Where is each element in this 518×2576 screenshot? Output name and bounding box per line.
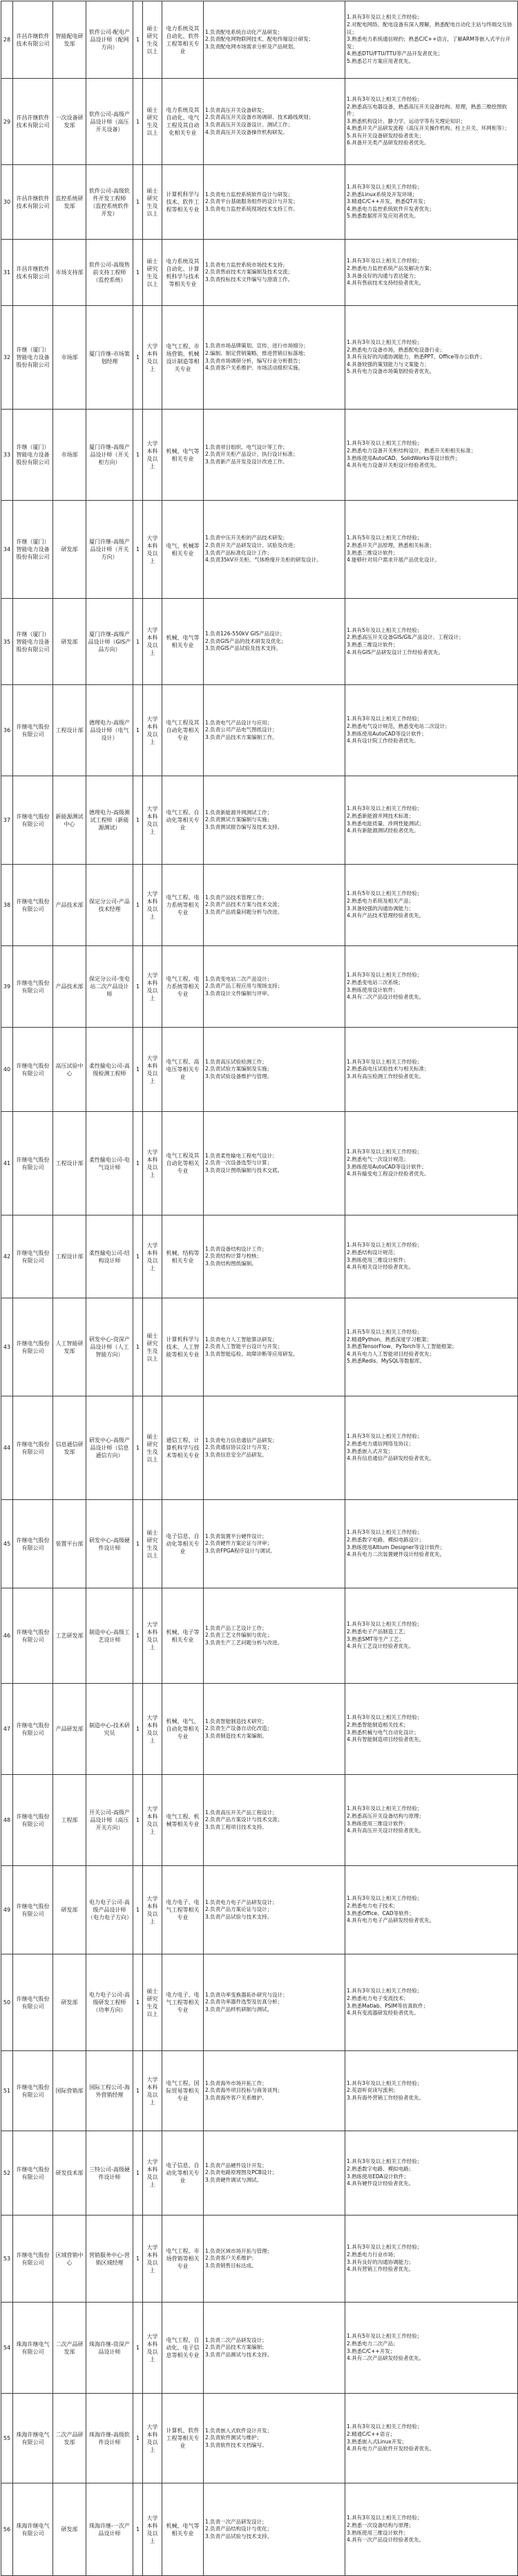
cell-req: 1.具有3年及以上相关工作经验； 2.熟悉智能制造相关技术； 3.熟悉机械与电气自动化设计； 4.具有智能制造项目经验者优先。: [345, 1684, 518, 1775]
cell-position: 营销服务中心-营销区域经理: [86, 2215, 133, 2303]
cell-count: 1: [133, 165, 143, 240]
cell-duty: 1.负责电力监控系统软件设计与研发； 2.负责平台基础服务组件的设计与开发； 3.负责电力监控系统现场技术支持工作。: [204, 165, 345, 240]
cell-company: 许昌许继软件技术有限公司: [13, 165, 53, 240]
cell-duty: 1.负责新能源并网测试工作； 2.负责测试方案编制与实施； 3.负责测试报告编写及技术支持。: [204, 776, 345, 865]
cell-major: 电气工程、市场营销等相关专业: [162, 2215, 204, 2303]
table-row: [1, 1396, 518, 1500]
cell-position: 柔性输电公司-结构设计师: [86, 1215, 133, 1298]
cell-no: 30: [1, 165, 13, 240]
cell-req: 1.具有3年及以上相关工作经验； 2.精通C/C++语言； 3.熟悉嵌入式Linux开发； 4.具有电力产品软件开发经验者优先。: [345, 2394, 518, 2483]
cell-count: 1: [133, 79, 143, 165]
cell-dept: 工程设计部: [53, 1215, 86, 1298]
cell-edu: 大学本科及以上: [143, 1684, 162, 1775]
table-row: [1, 776, 518, 865]
cell-major: 电气工程、电力系统等相关专业: [162, 865, 204, 946]
cell-company: 许继电气股份有限公司: [13, 1775, 53, 1866]
cell-edu: 大学本科及以上: [143, 410, 162, 501]
cell-no: 28: [1, 1, 13, 79]
cell-no: 45: [1, 1500, 13, 1588]
cell-no: 43: [1, 1298, 13, 1396]
cell-count: 1: [133, 2131, 143, 2215]
table-row: [1, 1215, 518, 1298]
cell-major: 电气工程及其自动化等相关专业: [162, 1112, 204, 1215]
cell-duty: 1.负责市场品牌策划、宣传、进行市场细分； 2.编制、制定营销策略，推进营销目标落地； 3.负责市场调研分析，编写行业分析报告； 4.负责客户关系维护、市场活动组织实施。: [204, 306, 345, 410]
cell-duty: 1.负责高压开关设备研发； 2.负责高压开关设备市场调研、技术路线规划； 3.负责高压开关设备设计、测试工作； 4.负责高压开关设备操作机构研发。: [204, 79, 345, 165]
cell-major: 机械、电气等相关专业: [162, 599, 204, 685]
cell-major: 电子信息、自动化等相关专业: [162, 2131, 204, 2215]
cell-count: 1: [133, 2303, 143, 2394]
cell-company: 许昌许继软件技术有限公司: [13, 1, 53, 79]
cell-position: 开关公司-高级产品设计师（高压开关方向）: [86, 1775, 133, 1866]
cell-req: 1.具有3年及以上相关工作经验； 2.熟悉电力电子技术； 3.熟悉Office、CAD等软件； 4.具有电力电子产品研发经验者优先。: [345, 1866, 518, 1954]
cell-duty: 1.负责一次产品研发设计； 2.负责产品结构设计与优化； 3.负责产品试验与技术支持。: [204, 2483, 345, 2576]
cell-edu: 大学本科及以上: [143, 776, 162, 865]
cell-duty: 1.负责设备结构设计工作； 2.负责结构计算与校核； 3.负责结构图纸编制。: [204, 1215, 345, 1298]
cell-dept: 人工智能研发部: [53, 1298, 86, 1396]
cell-req: 1.具有3年及以上相关工作经验； 2.熟悉电力设备开关柜结构设计，熟悉开关柜相关标准； 3.熟练使用AutoCAD、SolidWorks等设计软件； 4.具有电力设备开关柜设计经验者优先。: [345, 410, 518, 501]
cell-count: 1: [133, 1954, 143, 2051]
cell-no: 33: [1, 410, 13, 501]
cell-duty: 1.负责变电站二次产品设计； 2.负责产品工程应用与现场支持； 3.负责设计文件编制与评审。: [204, 946, 345, 1028]
cell-position: 柔性输电公司-高级检测工程师: [86, 1028, 133, 1112]
cell-duty: 1.负责嵌入式软件设计开发； 2.负责软件测试与维护； 3.负责软件技术文档编写。: [204, 2394, 345, 2483]
cell-no: 50: [1, 1954, 13, 2051]
cell-no: 53: [1, 2215, 13, 2303]
cell-company: 许昌许继软件技术有限公司: [13, 79, 53, 165]
cell-position: 软件公司-高级产品设计师（高压开关设备）: [86, 79, 133, 165]
cell-duty: 1.负责区域市场开拓与管理； 2.负责客户关系维护； 3.负责销售目标达成。: [204, 2215, 345, 2303]
cell-edu: 大学本科及以上: [143, 865, 162, 946]
cell-duty: 1.负责电力人工智能算法研发； 2.负责人工智能平台设计与开发； 3.负责智能巡检、故障诊断等应用研发。: [204, 1298, 345, 1396]
cell-count: 1: [133, 776, 143, 865]
cell-duty: 1.负责项目组织、电气设计等工作； 2.负责开关柜产品设计，执行设计标准； 3.负责新产品开发及设计改进工作。: [204, 410, 345, 501]
cell-req: 1.具有3年及以上相关工作经验； 2.熟悉电力监控系统产品及解决方案； 3.具备良好的沟通与表达能力； 4.具有售前技术支持经验者优先。: [345, 240, 518, 306]
cell-no: 47: [1, 1684, 13, 1775]
job-table: [1, 1, 518, 2576]
cell-count: 1: [133, 946, 143, 1028]
cell-major: 电子信息、自动化等相关专业: [162, 1500, 204, 1588]
cell-company: 许继电气股份有限公司: [13, 1215, 53, 1298]
cell-count: 1: [133, 2051, 143, 2131]
cell-no: 31: [1, 240, 13, 306]
cell-company: 许继电气股份有限公司: [13, 1028, 53, 1112]
cell-dept: 智能配电研发部: [53, 1, 86, 79]
cell-position: 德理电力-高级产品设计师（电气设计）: [86, 685, 133, 776]
table-row: [1, 501, 518, 599]
cell-company: 许继电气股份有限公司: [13, 1396, 53, 1500]
cell-edu: 大学本科及以上: [143, 1215, 162, 1298]
cell-position: 保定分公司-产品技术经理: [86, 865, 133, 946]
cell-dept: 一次设备研发部: [53, 79, 86, 165]
cell-edu: 大学本科及以上: [143, 1112, 162, 1215]
cell-no: 46: [1, 1588, 13, 1684]
cell-edu: 硕士研究生及以上: [143, 1396, 162, 1500]
cell-no: 44: [1, 1396, 13, 1500]
cell-no: 29: [1, 79, 13, 165]
cell-edu: 大学本科及以上: [143, 501, 162, 599]
table-row: [1, 2131, 518, 2215]
cell-duty: 1.负责126-550kV GIS产品设计； 2.负责GIS产品的技术研发及优化； 3.负责GIS产品试验及技术支持。: [204, 599, 345, 685]
cell-position: 软件公司-高级售前支持工程师（监控系统）: [86, 240, 133, 306]
cell-count: 1: [133, 2483, 143, 2576]
cell-no: 38: [1, 865, 13, 946]
cell-count: 1: [133, 1215, 143, 1298]
cell-major: 电气工程、国际贸易等相关专业: [162, 2051, 204, 2131]
table-row: [1, 2215, 518, 2303]
table-row: [1, 1, 518, 79]
cell-dept: 工程部: [53, 1775, 86, 1866]
table-row: [1, 1684, 518, 1775]
cell-count: 1: [133, 1588, 143, 1684]
cell-company: 许继（厦门）智能电力设备股份有限公司: [13, 501, 53, 599]
cell-company: 许继电气股份有限公司: [13, 1500, 53, 1588]
cell-count: 1: [133, 410, 143, 501]
cell-no: 34: [1, 501, 13, 599]
cell-req: 1.具有3年及以上相关工作经验； 2.熟悉高压电器设备，熟悉高压开关设备结构、原理，熟悉三维绘图软件； 3.熟悉机构设计、静力学、运动学等有关理论知识； 4.熟悉开关产品研发流程（高压开关操作机构、柱上开关、环网柜等）； 5.具有开关设备研发经验者优先； 6.具备开关类产品研发经验者优先。: [345, 79, 518, 165]
table-row: [1, 1588, 518, 1684]
cell-count: 1: [133, 1112, 143, 1215]
cell-no: 39: [1, 946, 13, 1028]
cell-position: 研发中心-资深产品设计师（人工智能方向）: [86, 1298, 133, 1396]
table-row: [1, 165, 518, 240]
cell-position: 电力电子公司-高级研发工程师（功率方向）: [86, 1954, 133, 2051]
cell-req: 1.具有3年及以上相关工作经验； 2.熟悉电气设计规范，熟悉变电站二次设计； 3.熟练使用AutoCAD等设计软件； 4.具有设计院工作经验者优先。: [345, 685, 518, 776]
cell-company: 许继电气股份有限公司: [13, 1298, 53, 1396]
cell-duty: 1.负责电气产品设计与应用； 2.负责公司产品电气图纸设计； 3.负责产品技术方案编制工作。: [204, 685, 345, 776]
cell-duty: 1.负责柔性输电工程电气设计； 2.负责一次设备选型与计算； 3.负责设计图纸编制与技术交底。: [204, 1112, 345, 1215]
table-row: [1, 306, 518, 410]
cell-duty: 1.负责智能制造技术研究； 2.负责生产设备自动化改造； 3.负责制造技术方案编制。: [204, 1684, 345, 1775]
cell-duty: 1.负责二次产品研发设计； 2.负责产品技术方案编制； 3.负责产品测试与技术支持。: [204, 2303, 345, 2394]
cell-major: 机械、电气等相关专业: [162, 2483, 204, 2576]
cell-company: 许继电气股份有限公司: [13, 946, 53, 1028]
cell-dept: 信息通信研发部: [53, 1396, 86, 1500]
cell-no: 52: [1, 2131, 13, 2215]
cell-company: 珠海许继电气有限公司: [13, 2303, 53, 2394]
cell-major: 机械、电气等相关专业: [162, 410, 204, 501]
cell-dept: 研发部: [53, 1866, 86, 1954]
cell-position: 厦门许继-市场策划经理: [86, 306, 133, 410]
cell-major: 电气工程、自动化等相关专业: [162, 776, 204, 865]
cell-duty: 1.负责功率变换器拓扑研究与设计； 2.负责功率器件选型及仿真分析； 3.负责产品样机研制与测试。: [204, 1954, 345, 2051]
table-row: [1, 599, 518, 685]
cell-company: 许继电气股份有限公司: [13, 1866, 53, 1954]
cell-position: 珠海许继-资深产品设计师: [86, 2303, 133, 2394]
cell-company: 许昌许继软件技术有限公司: [13, 240, 53, 306]
cell-edu: 大学本科及以上: [143, 685, 162, 776]
cell-major: 电气工程、高电压等相关专业: [162, 1028, 204, 1112]
cell-req: 1.具有3年及以上相关工作经验； 2.英语听说读写流利； 3.具有海外营销工作经验者优先。: [345, 2051, 518, 2131]
cell-major: 电力系统及其自动化、计算机科学与技术等相关专业: [162, 240, 204, 306]
cell-dept: 产品研发部: [53, 1684, 86, 1775]
table-row: [1, 240, 518, 306]
cell-major: 计算机科学与技术、人工智能等相关专业: [162, 1298, 204, 1396]
cell-position: 珠海许继-高级软件设计师: [86, 2394, 133, 2483]
table-row: [1, 2303, 518, 2394]
cell-duty: 1.负责产品硬件设计开发； 2.负责电路原理图及PCB设计； 3.负责硬件调试与测试。: [204, 2131, 345, 2215]
cell-company: 许继（厦门）智能电力设备股份有限公司: [13, 599, 53, 685]
cell-req: 1.具有5年及以上相关工作经验； 2.熟悉开关产品原理，熟悉相关标准； 3.熟悉三维设计软件； 4.能够针对用户需求开展产品优化设计。: [345, 501, 518, 599]
cell-count: 1: [133, 685, 143, 776]
cell-edu: 大学本科及以上: [143, 1028, 162, 1112]
cell-no: 56: [1, 2483, 13, 2576]
cell-duty: 1.负责中压开关柜的产品技术研发； 2.负责开关产品研发设计、试验及改进； 3.负责产品标准化设计工作； 4.负责35kV开关柜、气体绝缘开关柜的研发设计。: [204, 501, 345, 599]
cell-dept: 高压试验中心: [53, 1028, 86, 1112]
cell-company: 许继（厦门）智能电力设备股份有限公司: [13, 410, 53, 501]
table-row: [1, 2483, 518, 2576]
cell-duty: 1.负责电力电子产品研发设计； 2.负责产品方案论证与设计； 3.负责产品试验与技术支持。: [204, 1866, 345, 1954]
cell-no: 49: [1, 1866, 13, 1954]
cell-major: 机械、结构等相关专业: [162, 1215, 204, 1298]
cell-company: 许继（厦门）智能电力设备股份有限公司: [13, 306, 53, 410]
cell-major: 电力电子、电气工程等相关专业: [162, 1866, 204, 1954]
cell-duty: 1.负责海外市场开拓工作； 2.负责海外项目投标与商务谈判； 3.负责海外客户关系维护。: [204, 2051, 345, 2131]
table-row: [1, 865, 518, 946]
cell-major: 通信工程、计算机科学与技术等相关专业: [162, 1396, 204, 1500]
cell-dept: 工程设计部: [53, 1112, 86, 1215]
cell-duty: 1.负责高压开关产品工程设计； 2.负责产品方案设计与技术交流； 3.负责工程项目技术支持。: [204, 1775, 345, 1866]
cell-dept: 研发部: [53, 1954, 86, 2051]
cell-edu: 硕士研究生及以上: [143, 1298, 162, 1396]
cell-company: 许继电气股份有限公司: [13, 1588, 53, 1684]
cell-count: 1: [133, 1396, 143, 1500]
cell-edu: 大学本科及以上: [143, 2394, 162, 2483]
cell-req: 1.具有5年及以上相关工作经验； 2.熟悉电力二次产品； 3.熟悉C/C++开发； 4.具有二次产品研发经验者优先。: [345, 2303, 518, 2394]
table-row: [1, 685, 518, 776]
cell-major: 电气、机械等相关专业: [162, 501, 204, 599]
cell-dept: 研发技术部: [53, 2131, 86, 2215]
table-row: [1, 410, 518, 501]
cell-edu: 大学本科及以上: [143, 1866, 162, 1954]
cell-dept: 二次产品研发部: [53, 2394, 86, 2483]
cell-count: 1: [133, 865, 143, 946]
cell-count: 1: [133, 1298, 143, 1396]
cell-edu: 大学本科及以上: [143, 306, 162, 410]
cell-position: 厦门许继-高级产品设计师（开关柜方向）: [86, 410, 133, 501]
cell-req: 1.具有3年及以上相关工作经验； 2.熟悉新能源并网技术标准； 3.熟悉电能质量、涉网性能测试； 4.具有新能源测试经验者优先。: [345, 776, 518, 865]
cell-position: 厦门许继-高级产品设计师（开关方向）: [86, 501, 133, 599]
cell-position: 保定分公司-变电站二次产品设计师: [86, 946, 133, 1028]
cell-count: 1: [133, 2215, 143, 2303]
cell-req: 1.具有3年及以上相关工作经验； 2.熟悉电力通信网络及协议； 3.熟悉嵌入式开发； 4.具有信息通信产品研发经验者优先。: [345, 1396, 518, 1500]
cell-duty: 1.负责装置平台硬件设计； 2.负责硬件方案论证与评审； 3.负责FPGA程序设计与调试。: [204, 1500, 345, 1588]
cell-company: 许继电气股份有限公司: [13, 2131, 53, 2215]
cell-dept: 研发部: [53, 501, 86, 599]
cell-no: 42: [1, 1215, 13, 1298]
cell-duty: 1.负责产品技术管理工作； 2.负责产品技术方案与技术交流； 3.负责产品质量问题分析与改进。: [204, 865, 345, 946]
cell-position: 软件公司-配电产品设计师（配网方向）: [86, 1, 133, 79]
cell-req: 1.具有5年及以上相关工作经验； 2.精通Python，熟悉深度学习框架； 3.熟悉TensorFlow、PyTorch等人工智能框架； 4.具有电力人工智能项目经验者优先； 5.熟悉Redis、MySQL等数据库。: [345, 1298, 518, 1396]
cell-position: 制造中心-技术研究员: [86, 1684, 133, 1775]
cell-major: 电力电子、电气工程等相关专业: [162, 1954, 204, 2051]
cell-position: 电力电子公司-高级产品设计师（电力电子方向）: [86, 1866, 133, 1954]
cell-req: 1.具有3年及以上相关工作经验； 2.熟悉电力行业市场； 3.具有良好的沟通协调能力； 4.具有营销工作经验者优先。: [345, 2215, 518, 2303]
cell-major: 电气工程及其自动化等相关专业: [162, 685, 204, 776]
cell-edu: 大学本科及以上: [143, 2215, 162, 2303]
table-row: [1, 1775, 518, 1866]
cell-dept: 工程设计部: [53, 685, 86, 776]
cell-edu: 大学本科及以上: [143, 1775, 162, 1866]
cell-no: 40: [1, 1028, 13, 1112]
cell-req: 1.具有3年及以上相关工作经验； 2.熟悉数字电路、模拟电路设计； 3.熟练使用Altium Designer等设计软件； 4.具有电力二次装置硬件设计经验者优先。: [345, 1500, 518, 1588]
table-row: [1, 1112, 518, 1215]
cell-dept: 市场支持部: [53, 240, 86, 306]
cell-no: 48: [1, 1775, 13, 1866]
cell-req: 1.具有5年及以上相关工作经验； 2.熟悉电力系统及相关产品； 3.具备较强的沟通协调能力； 4.具有产品技术管理经验者优先。: [345, 865, 518, 946]
cell-company: 许继电气股份有限公司: [13, 2051, 53, 2131]
cell-duty: 1.负责电力信息通信产品研发； 2.负责通信协议设计与开发； 3.负责信息安全产品研发。: [204, 1396, 345, 1500]
cell-req: 1.具有3年及以上相关工作经验； 2.熟悉一次设备结构与原理； 3.熟练使用三维设计软件； 4.具有一次产品设计经验者优先。: [345, 2483, 518, 2576]
cell-no: 55: [1, 2394, 13, 2483]
cell-no: 41: [1, 1112, 13, 1215]
cell-major: 电气工程、自动化、电子信息等相关专业: [162, 2303, 204, 2394]
cell-dept: 产品技术部: [53, 946, 86, 1028]
cell-req: 1.具有3年及以上相关工作经验； 2.熟悉高压开关设备结构与原理； 3.熟练使用三维设计软件； 4.具有高压开关设计经验者优先。: [345, 1775, 518, 1866]
cell-dept: 工艺研发部: [53, 1588, 86, 1684]
cell-duty: 1.负责电力监控系统市场技术支持； 2.负责售前技术方案编制及技术交流； 3.负责投标技术文件编写与澄清工作。: [204, 240, 345, 306]
cell-dept: 市场部: [53, 410, 86, 501]
cell-dept: 国际营销部: [53, 2051, 86, 2131]
cell-company: 许继电气股份有限公司: [13, 2215, 53, 2303]
cell-major: 机械、电子等相关专业: [162, 1588, 204, 1684]
cell-dept: 市场部: [53, 306, 86, 410]
cell-count: 1: [133, 599, 143, 685]
cell-company: 许继电气股份有限公司: [13, 776, 53, 865]
cell-no: 35: [1, 599, 13, 685]
cell-no: 51: [1, 2051, 13, 2131]
cell-no: 32: [1, 306, 13, 410]
cell-edu: 大学本科及以上: [143, 2131, 162, 2215]
cell-req: 1.具有3年及以上相关工作经验； 2.熟悉电气一次设计规范； 3.熟练使用AutoCAD等设计软件； 4.具有输变电工程设计经验者优先。: [345, 1112, 518, 1215]
cell-duty: 1.负责产品工艺设计工作； 2.负责工艺文件编制与优化； 3.负责生产工艺问题分析与改进。: [204, 1588, 345, 1684]
cell-req: 1.具有3年及以上相关工作经验； 2.对配电网络、配电设备有深入理解，熟悉配电自动化主站与终端交互协议； 3.熟悉电力系统通信规约；熟悉C/C++语言，了解ARM等嵌入式平台开发； 4.熟悉DTU/FTU/TTU等产品开发者优先； 5.熟悉芯片方案应用者优先。: [345, 1, 518, 79]
cell-company: 许继电气股份有限公司: [13, 685, 53, 776]
cell-position: 三特公司-高级硬件设计师: [86, 2131, 133, 2215]
cell-count: 1: [133, 1866, 143, 1954]
cell-company: 许继电气股份有限公司: [13, 1112, 53, 1215]
cell-count: 1: [133, 306, 143, 410]
cell-position: 珠海许继-一次产品设计师: [86, 2483, 133, 2576]
cell-count: 1: [133, 1, 143, 79]
cell-company: 许继电气股份有限公司: [13, 1954, 53, 2051]
cell-req: 1.具有3年及以上相关工作经验； 2.熟悉结构设计规范； 3.熟练使用三维设计软件； 4.具有相关设计经验者优先。: [345, 1215, 518, 1298]
table-row: [1, 1954, 518, 2051]
table-row: [1, 1298, 518, 1396]
cell-company: 珠海许继电气有限公司: [13, 2394, 53, 2483]
table-row: [1, 1500, 518, 1588]
table-row: [1, 1866, 518, 1954]
cell-count: 1: [133, 1775, 143, 1866]
cell-duty: 1.负责高压试验检测工作； 2.负责试验方案编制及实施； 3.负责试验设备维护与管理。: [204, 1028, 345, 1112]
table-row: [1, 2394, 518, 2483]
cell-position: 软件公司-高级软件开发工程师（监控系统软件开发）: [86, 165, 133, 240]
cell-dept: 区域营销中心: [53, 2215, 86, 2303]
cell-req: 1.具有3年及以上相关工作经验； 2.熟悉变电站二次系统； 3.熟练使用设计软件； 4.具有二次产品设计经验者优先。: [345, 946, 518, 1028]
cell-edu: 大学本科及以上: [143, 599, 162, 685]
cell-edu: 大学本科及以上: [143, 946, 162, 1028]
cell-count: 1: [133, 1028, 143, 1112]
cell-dept: 研发部: [53, 2483, 86, 2576]
cell-edu: 大学本科及以上: [143, 2483, 162, 2576]
cell-position: 研发中心-高级产品设计师（信息通信方向）: [86, 1396, 133, 1500]
cell-edu: 硕士研究生及以上: [143, 1, 162, 79]
cell-major: 电气工程、机械等相关专业: [162, 1775, 204, 1866]
cell-dept: 装置平台部: [53, 1500, 86, 1588]
cell-req: 1.具有3年及以上相关工作经验； 2.熟悉高电压试验技术与相关标准； 3.具有高压检测工作经验者优先。: [345, 1028, 518, 1112]
cell-major: 电力系统及其自动化、软件工程等相关专业: [162, 1, 204, 79]
cell-major: 计算机科学与技术、软件工程等相关专业: [162, 165, 204, 240]
cell-position: 德理电力-高级测试工程师（新能源测试）: [86, 776, 133, 865]
cell-position: 厦门许继-高级产品设计师（GIS产品方向）: [86, 599, 133, 685]
cell-position: 制造中心-高级工艺设计师: [86, 1588, 133, 1684]
cell-req: 1.具有3年及以上相关工作经验； 2.熟悉电力电子变流技术； 3.熟悉Matlab、PSIM等仿真软件； 4.具有变流器研发经验者优先。: [345, 1954, 518, 2051]
cell-count: 1: [133, 1684, 143, 1775]
cell-dept: 监控系统研发部: [53, 165, 86, 240]
cell-dept: 研发部: [53, 599, 86, 685]
cell-dept: 新能源测试中心: [53, 776, 86, 865]
cell-no: 36: [1, 685, 13, 776]
cell-req: 1.具有3年及以上相关工作经验； 2.熟悉数字电路、模拟电路； 3.熟练使用EDA设计软件； 4.具有硬件设计经验者优先。: [345, 2131, 518, 2215]
cell-edu: 大学本科及以上: [143, 2303, 162, 2394]
cell-company: 珠海许继电气有限公司: [13, 2483, 53, 2576]
cell-dept: 二次产品研发部: [53, 2303, 86, 2394]
cell-position: 国际工程公司-海外营销经理: [86, 2051, 133, 2131]
cell-company: 许继电气股份有限公司: [13, 865, 53, 946]
cell-duty: 1.负责配电系统自动化产品研发； 2.负责配电网物联网技术、配电终端设计研发； 3.负责配电网市场需求分析及产品规划。: [204, 1, 345, 79]
cell-req: 1.具有3年及以上相关工作经验； 2.熟悉Linux系统及开发环境； 3.精通C/C++开发，熟悉QT开发； 4.熟悉电力监控系统软件开发者优先； 5.熟悉数据库开发应用者优先。: [345, 165, 518, 240]
cell-edu: 硕士研究生及以上: [143, 240, 162, 306]
cell-count: 1: [133, 2394, 143, 2483]
cell-company: 许继电气股份有限公司: [13, 1684, 53, 1775]
cell-edu: 硕士研究生及以上: [143, 1500, 162, 1588]
cell-edu: 大学本科及以上: [143, 2051, 162, 2131]
cell-no: 54: [1, 2303, 13, 2394]
table-row: [1, 946, 518, 1028]
cell-edu: 硕士研究生及以上: [143, 79, 162, 165]
table-row: [1, 1028, 518, 1112]
cell-count: 1: [133, 501, 143, 599]
cell-req: 1.具有5年及以上相关工作经验； 2.熟悉高压开关设备GIS/GIL产品设计、工程设计； 3.熟悉三维设计软件； 4.具有GIS产品研发设计工作经验者优先。: [345, 599, 518, 685]
cell-edu: 硕士研究生及以上: [143, 165, 162, 240]
cell-edu: 硕士研究生及以上: [143, 1954, 162, 2051]
cell-req: 1.具有3年及以上相关工作经验； 2.熟悉电力设备市场，熟悉配电设备行业； 3.具有良好的沟通协调能力，熟悉PPT、Office等办公软件； 4.具备较强的策划能力与文案能力； 5.具有电力设备市场策划经验者优先。: [345, 306, 518, 410]
cell-req: 1.具有3年及以上相关工作经验； 2.熟悉电子产品制造工艺； 3.熟悉SMT等生产工艺； 4.具有工艺设计经验者优先。: [345, 1588, 518, 1684]
table-row: [1, 2051, 518, 2131]
cell-major: 电气工程、电力系统等相关专业: [162, 946, 204, 1028]
cell-major: 机械、电气、自动化等相关专业: [162, 1684, 204, 1775]
cell-count: 1: [133, 1500, 143, 1588]
cell-position: 柔性输电公司-电气设计师: [86, 1112, 133, 1215]
cell-dept: 产品技术部: [53, 865, 86, 946]
cell-no: 37: [1, 776, 13, 865]
cell-major: 计算机、软件工程等相关专业: [162, 2394, 204, 2483]
cell-major: 电力系统及其自动化、电气工程及其自动化相关专业: [162, 79, 204, 165]
cell-count: 1: [133, 240, 143, 306]
cell-edu: 大学本科及以上: [143, 1588, 162, 1684]
cell-major: 电气工程、市场营销、机械设计制造等相关专业: [162, 306, 204, 410]
cell-position: 研发中心-高级硬件设计师: [86, 1500, 133, 1588]
table-row: [1, 79, 518, 165]
